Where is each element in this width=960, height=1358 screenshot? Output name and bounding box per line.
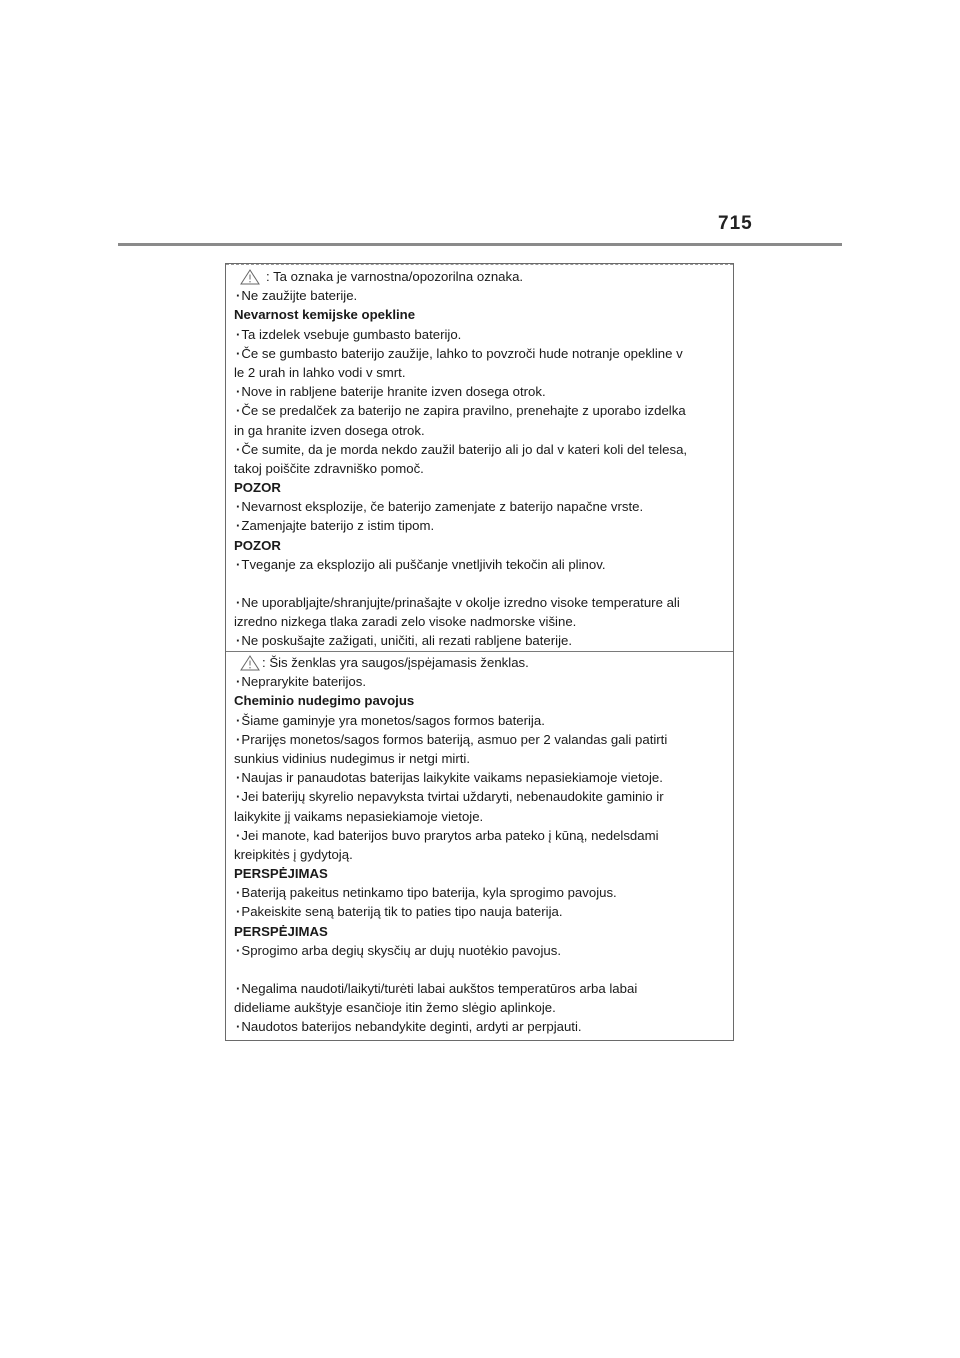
bullet-item: · Naujas ir panaudotas baterijas laikykite vaikams nepasiekiamoje vietoje. (226, 768, 733, 787)
bullet-item: · Tveganje za eksplozijo ali puščanje vnetljivih tekočin ali plinov. (226, 555, 733, 574)
bullet-item: · Prarijęs monetos/sagos formos bateriją, asmuo per 2 valandas gali patirti (226, 730, 733, 749)
spacer (226, 960, 733, 979)
bullet-item: · Če sumite, da je morda nekdo zaužil baterijo ali jo dal v kateri koli del telesa, (226, 440, 733, 459)
bullet-item: · Ta izdelek vsebuje gumbasto baterijo. (226, 325, 733, 344)
bullet-item: · Zamenjajte baterijo z istim tipom. (226, 516, 733, 535)
header-rule (118, 243, 842, 246)
bullet-item: · Jei baterijų skyrelio nepavyksta tvirtai uždaryti, nebenaudokite gaminio ir (226, 787, 733, 806)
warning-label-row (226, 653, 733, 672)
section-lines (226, 286, 733, 650)
section-heading: POZOR (234, 480, 281, 496)
section-heading: Cheminio nudegimo pavojus (234, 693, 415, 709)
section-heading: POZOR (234, 537, 281, 553)
page-number: 715 (718, 213, 753, 234)
bullet-item: · Ne uporabljajte/shranjujte/prinašajte v okolje izredno visoke temperature ali (226, 593, 733, 612)
warning-label-text: : Ta oznaka je varnostna/opozorilna oznaka. (266, 269, 524, 284)
bullet-item: · Neprarykite baterijos. (226, 672, 733, 691)
section-slovenian (226, 267, 733, 651)
bullet-item: · Negalima naudoti/laikyti/turėti labai aukštos temperatūros arba labai (226, 979, 733, 998)
text-line: dideliame aukštyje esančioje itin žemo slėgio aplinkoje. (234, 1000, 556, 1016)
bullet-item: · Jei manote, kad baterijos buvo prarytos arba pateko į kūną, nedelsdami (226, 826, 733, 845)
bullet-item: · Ne poskušajte zažigati, uničiti, ali rezati rabljene baterije. (226, 631, 733, 650)
bullet-item: · Pakeiskite seną bateriją tik to paties tipo nauja baterija. (226, 902, 733, 921)
text-line: takoj poiščite zdravniško pomoč. (234, 460, 424, 476)
section-lines (226, 672, 733, 1036)
bullet-item: · Nevarnost eksplozije, če baterijo zamenjate z baterijo napačne vrste. (226, 497, 733, 516)
text-line: kreipkitės į gydytoją. (234, 846, 353, 862)
section-heading: Nevarnost kemijske opekline (234, 307, 416, 323)
box-top-border (226, 264, 733, 265)
text-line: izredno nizkega tlaka zaradi zelo visoke nadmorske višine. (234, 614, 577, 630)
bullet-item: · Če se predalček za baterijo ne zapira pravilno, prenehajte z uporabo izdelka (226, 401, 733, 420)
bullet-item: · Šiame gaminyje yra monetos/sagos formos baterija. (226, 711, 733, 730)
warning-label-text: : Šis ženklas yra saugos/įspėjamasis ženklas. (262, 655, 529, 670)
text-line: sunkius vidinius nudegimus ir netgi mirti. (234, 750, 471, 766)
spacer (226, 574, 733, 593)
bullet-item: · Nove in rabljene baterije hranite izven dosega otrok. (226, 382, 733, 401)
section-heading: PERSPĖJIMAS (234, 923, 328, 939)
bullet-item: · Bateriją pakeitus netinkamo tipo baterija, kyla sprogimo pavojus. (226, 883, 733, 902)
bullet-item: · Sprogimo arba degių skysčių ar dujų nuotėkio pavojus. (226, 941, 733, 960)
text-line: in ga hranite izven dosega otrok. (234, 422, 425, 438)
text-line: le 2 urah in lahko vodi v smrt. (234, 364, 406, 380)
bullet-item: · Ne zaužijte baterije. (226, 286, 733, 305)
warning-triangle-icon (240, 655, 260, 671)
section-lithuanian (226, 653, 733, 1037)
warning-label-row (226, 267, 733, 286)
section-heading: PERSPĖJIMAS (234, 866, 328, 882)
bullet-item: · Naudotos baterijos nebandykite deginti, ardyti ar perpjauti. (226, 1017, 733, 1036)
bullet-item: · Če se gumbasto baterijo zaužije, lahko to povzroči hude notranje opekline v (226, 344, 733, 363)
battery-warning-box (225, 263, 734, 1041)
text-line: laikykite jį vaikams nepasiekiamoje vietoje. (234, 808, 484, 824)
section-divider (226, 651, 733, 652)
warning-triangle-icon (240, 269, 260, 285)
